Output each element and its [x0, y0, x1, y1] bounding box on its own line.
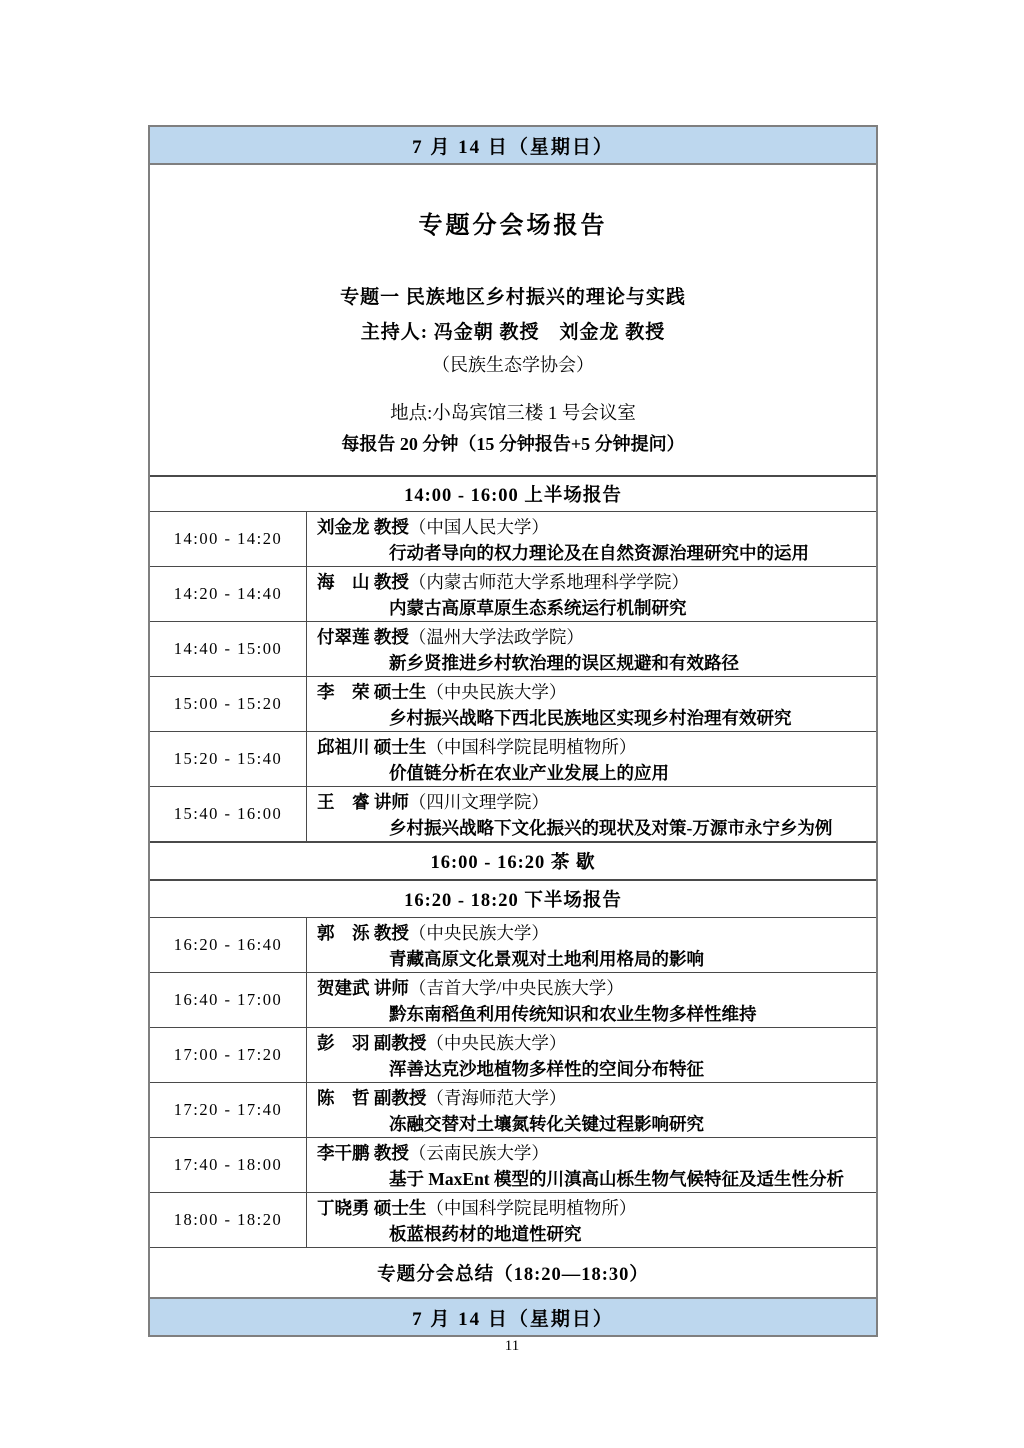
speaker-affiliation: （中国人民大学） — [408, 517, 549, 537]
time-cell: 15:40 - 16:00 — [150, 787, 307, 841]
speaker-affiliation: （温州大学法政学院） — [408, 627, 584, 647]
table-row — [150, 676, 876, 731]
date-banner-top — [150, 127, 876, 165]
table-row — [150, 1082, 876, 1137]
talk-cell — [307, 1028, 876, 1082]
session-duration: 每报告 20 分钟（15 分钟报告+5 分钟提问） — [341, 434, 685, 454]
date-banner-bottom-label: 7 月 14 日（星期日） — [412, 1308, 614, 1330]
time-cell: 14:20 - 14:40 — [150, 567, 307, 621]
section-header-first-half — [150, 475, 876, 511]
talk-title: 新乡贤推进乡村软治理的误区规避和有效路径 — [389, 653, 739, 673]
talk-cell — [307, 567, 876, 621]
time-cell: 17:40 - 18:00 — [150, 1138, 307, 1192]
talk-cell — [307, 973, 876, 1027]
talk-cell — [307, 918, 876, 972]
speaker-name: 邱祖川 硕士生 — [317, 737, 427, 757]
speaker-name: 陈 哲 副教授 — [317, 1088, 427, 1108]
talk-title: 价值链分析在农业产业发展上的应用 — [389, 763, 669, 783]
speaker-affiliation: （内蒙古师范大学系地理科学学院） — [408, 572, 689, 592]
page-number: 11 — [504, 1338, 520, 1354]
speaker-affiliation: （青海师范大学） — [426, 1088, 567, 1108]
speaker-affiliation: （中国科学院昆明植物所） — [426, 1198, 637, 1218]
section-header-second-half — [150, 879, 876, 917]
speaker-line — [317, 975, 870, 1001]
talk-cell — [307, 1193, 876, 1247]
talk-title: 黔东南稻鱼利用传统知识和农业生物多样性维持 — [389, 1004, 757, 1024]
table-row — [150, 786, 876, 841]
talk-title: 冻融交替对土壤氮转化关键过程影响研究 — [389, 1114, 704, 1134]
speaker-line — [317, 1030, 870, 1056]
page-title: 专题分会场报告 — [418, 213, 608, 239]
time-cell: 14:40 - 15:00 — [150, 622, 307, 676]
speaker-name: 彭 羽 副教授 — [317, 1033, 427, 1053]
speaker-affiliation: （中央民族大学） — [426, 682, 567, 702]
talk-title: 内蒙古高原草原生态系统运行机制研究 — [389, 598, 687, 618]
talk-title: 浑善达克沙地植物多样性的空间分布特征 — [389, 1059, 704, 1079]
speaker-line — [317, 679, 870, 705]
speaker-line — [317, 624, 870, 650]
speaker-name: 李干鹏 教授 — [317, 1143, 409, 1163]
time-cell: 18:00 - 18:20 — [150, 1193, 307, 1247]
time-cell: 14:00 - 14:20 — [150, 512, 307, 566]
speaker-line — [317, 1140, 870, 1166]
speaker-affiliation: （中央民族大学） — [408, 923, 549, 943]
speaker-line — [317, 514, 870, 540]
time-cell: 16:40 - 17:00 — [150, 973, 307, 1027]
speaker-line — [317, 920, 870, 946]
tea-break-label: 16:00 - 16:20 茶 歇 — [430, 853, 596, 873]
talk-title: 乡村振兴战略下文化振兴的现状及对策-万源市永宁乡为例 — [389, 818, 833, 838]
table-row — [150, 1192, 876, 1247]
talk-title: 板蓝根药材的地道性研究 — [389, 1224, 582, 1244]
time-cell: 16:20 - 16:40 — [150, 918, 307, 972]
table-row — [150, 1137, 876, 1192]
talk-cell — [307, 787, 876, 841]
talk-title: 乡村振兴战略下西北民族地区实现乡村治理有效研究 — [389, 708, 792, 728]
date-banner-bottom — [150, 1297, 876, 1335]
section-header-label: 16:20 - 18:20 下半场报告 — [404, 891, 622, 911]
speaker-name: 李 荣 硕士生 — [317, 682, 427, 702]
table-row — [150, 1027, 876, 1082]
speaker-affiliation: （中国科学院昆明植物所） — [426, 737, 637, 757]
speaker-line — [317, 1195, 870, 1221]
session-location: 地点:小岛宾馆三楼 1 号会议室 — [390, 404, 636, 424]
time-cell: 15:00 - 15:20 — [150, 677, 307, 731]
tea-break-row — [150, 841, 876, 879]
talk-cell — [307, 622, 876, 676]
table-row — [150, 917, 876, 972]
time-cell: 17:00 - 17:20 — [150, 1028, 307, 1082]
session-summary-label: 专题分会总结（18:20—18:30） — [377, 1264, 649, 1285]
speaker-line — [317, 1085, 870, 1111]
time-cell: 17:20 - 17:40 — [150, 1083, 307, 1137]
speaker-line — [317, 734, 870, 760]
speaker-name: 丁晓勇 硕士生 — [317, 1198, 427, 1218]
talk-title: 行动者导向的权力理论及在自然资源治理研究中的运用 — [389, 543, 809, 563]
speaker-name: 王 睿 讲师 — [317, 792, 409, 812]
talk-title: 青藏高原文化景观对土地利用格局的影响 — [389, 949, 704, 969]
talk-cell — [307, 512, 876, 566]
talk-cell — [307, 732, 876, 786]
speaker-affiliation: （吉首大学/中央民族大学） — [408, 978, 624, 998]
table-row — [150, 511, 876, 566]
table-row — [150, 972, 876, 1027]
speaker-line — [317, 569, 870, 595]
speaker-line — [317, 789, 870, 815]
table-row — [150, 731, 876, 786]
speaker-name: 海 山 教授 — [317, 572, 409, 592]
table-row — [150, 566, 876, 621]
talk-cell — [307, 1138, 876, 1192]
program-table — [148, 125, 878, 1337]
talk-cell — [307, 1083, 876, 1137]
speaker-name: 付翠莲 教授 — [317, 627, 409, 647]
table-row — [150, 621, 876, 676]
speaker-name: 郭 泺 教授 — [317, 923, 409, 943]
speaker-name: 刘金龙 教授 — [317, 517, 409, 537]
session-society: （民族生态学协会） — [432, 355, 594, 375]
time-cell: 15:20 - 15:40 — [150, 732, 307, 786]
speaker-affiliation: （中央民族大学） — [426, 1033, 567, 1053]
date-banner-top-label: 7 月 14 日（星期日） — [412, 136, 614, 158]
session-hosts: 主持人: 冯金朝 教授 刘金龙 教授 — [360, 322, 666, 343]
talk-title: 基于 MaxEnt 模型的川滇高山栎生物气候特征及适生性分析 — [389, 1169, 844, 1189]
session-name: 专题一 民族地区乡村振兴的理论与实践 — [340, 287, 686, 308]
talk-cell — [307, 677, 876, 731]
speaker-affiliation: （云南民族大学） — [408, 1143, 549, 1163]
session-summary-row — [150, 1247, 876, 1297]
section-header-label: 14:00 - 16:00 上半场报告 — [404, 486, 622, 506]
speaker-name: 贺建武 讲师 — [317, 978, 409, 998]
session-intro-cell — [150, 205, 876, 475]
speaker-affiliation: （四川文理学院） — [408, 792, 549, 812]
